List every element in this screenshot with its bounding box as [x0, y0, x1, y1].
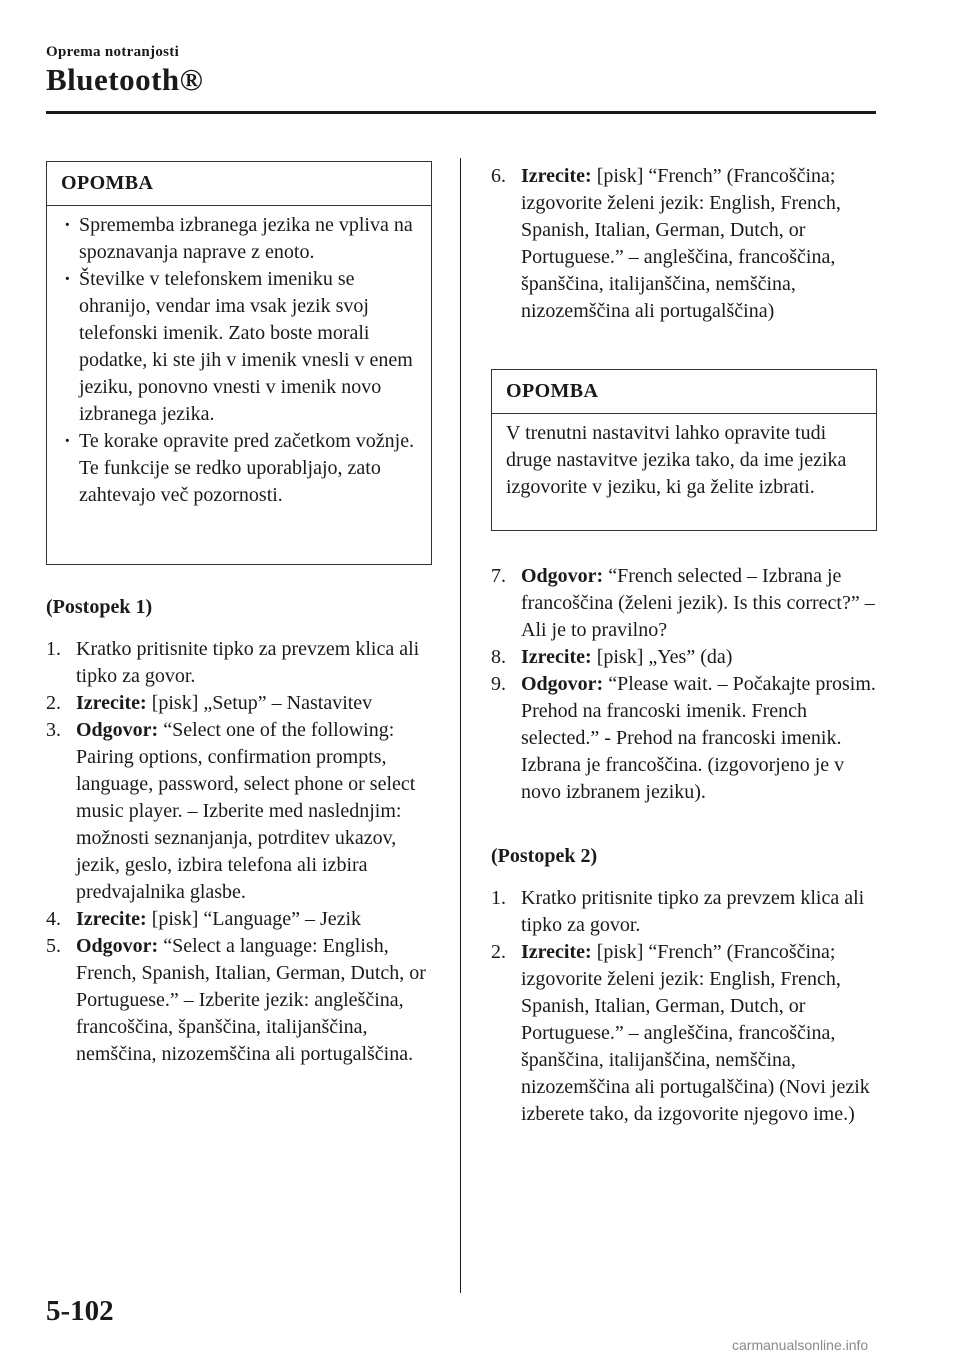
- procedure-heading: (Postopek 2): [491, 845, 598, 867]
- step-text: “Select a language: English, French, Spanish, Italian, German, Dutch, or Portuguese.” – Izberite jezik: angleščina, francoščina, španščina, italijanščina, nemščina, nizozemščina ali portugalščina.: [76, 935, 426, 1065]
- step-number: 5.: [46, 935, 61, 957]
- step-label: Izrecite:: [76, 692, 147, 714]
- step-text: [pisk] „Yes” (da): [596, 646, 733, 668]
- step-item: [46, 933, 436, 1068]
- step-number: 2.: [491, 941, 506, 963]
- page-title: Bluetooth®: [46, 62, 204, 97]
- section-label: Oprema notranjosti: [46, 44, 180, 60]
- page-number: 5-102: [46, 1295, 114, 1327]
- procedure-steps: [491, 563, 876, 806]
- watermark: carmanualsonline.info: [732, 1337, 869, 1353]
- procedure-steps: [491, 163, 876, 325]
- procedure-steps: [491, 885, 876, 1128]
- step-number: 6.: [491, 165, 506, 187]
- step-item: [46, 636, 436, 690]
- step-text: [pisk] “Language” – Jezik: [151, 908, 362, 930]
- step-item: [491, 939, 876, 1128]
- step-number: 1.: [491, 887, 506, 909]
- procedure-heading: (Postopek 1): [46, 596, 153, 618]
- step-item: [46, 717, 436, 906]
- step-number: 1.: [46, 638, 61, 660]
- step-item: [46, 690, 436, 717]
- step-text: [pisk] “French” (Francoščina; izgovorite želeni jezik: English, French, Spanish, Italian, German, Dutch, or Portuguese.” – angleščina, francoščina, španščina, italijanščina, nemščina, nizozemščina ali portugalščina): [521, 165, 841, 322]
- step-text: “French selected – Izbrana je francoščina (želeni jezik). Is this correct?” – Ali je to pravilno?: [521, 565, 875, 641]
- note-bullet: · Te korake opravite pred začetkom vožnje. Te funkcije se redko uporabljajo, zato zahtevajo več pozornosti.: [61, 428, 417, 509]
- procedure-steps: [46, 636, 436, 1068]
- step-number: 3.: [46, 719, 61, 741]
- step-text: “Select one of the following: Pairing options, confirmation prompts, language, password, select phone or select music player. – Izberite med naslednjim: možnosti seznanjanja, potrditev ukazov, jezik, geslo, izbira telefona ali izbira predvajalnika glasbe.: [76, 719, 416, 903]
- note-body: V trenutni nastavitvi lahko opravite tudi druge nastavitve jezika tako, da ime jezika izgovorite v jeziku, ki ga želite izbrati.: [506, 422, 847, 498]
- note-title: OPOMBA: [492, 370, 876, 414]
- header-rule: [46, 111, 876, 114]
- note-body: [47, 206, 431, 519]
- step-item: [46, 906, 436, 933]
- step-label: Izrecite:: [76, 908, 147, 930]
- note-box: [46, 161, 432, 565]
- column-divider: [460, 158, 461, 1293]
- step-item: [491, 163, 876, 325]
- step-label: Izrecite:: [521, 165, 592, 187]
- step-text: [pisk] “French” (Francoščina; izgovorite želeni jezik: English, French, Spanish, Italian, German, Dutch, or Portuguese.” – angleščina, francoščina, španščina, italijanščina, nemščina, nizozemščina ali portugalščina) (Novi jezik izberete tako, da izgovorite njegovo ime.): [521, 941, 870, 1125]
- note-bullet: · Številke v telefonskem imeniku se ohranijo, vendar ima vsak jezik svoj telefonski imenik. Zato boste morali podatke, ki ste jih v imenik vnesli v enem jeziku, ponovno vnesti v imenik novo izbranega jezika.: [61, 266, 417, 428]
- step-item: [491, 563, 876, 644]
- step-text: Kratko pritisnite tipko za prevzem klica ali tipko za govor.: [521, 887, 865, 936]
- step-label: Izrecite:: [521, 941, 592, 963]
- step-label: Odgovor:: [521, 673, 604, 695]
- step-number: 8.: [491, 646, 506, 668]
- note-title: OPOMBA: [47, 162, 431, 206]
- step-number: 7.: [491, 565, 506, 587]
- step-label: Izrecite:: [521, 646, 592, 668]
- step-number: 9.: [491, 673, 506, 695]
- step-number: 4.: [46, 908, 61, 930]
- step-text: [pisk] „Setup” – Nastavitev: [151, 692, 373, 714]
- step-label: Odgovor:: [76, 719, 159, 741]
- step-text: Kratko pritisnite tipko za prevzem klica ali tipko za govor.: [76, 638, 420, 687]
- step-item: [491, 885, 876, 939]
- step-item: [491, 671, 876, 806]
- step-label: Odgovor:: [521, 565, 604, 587]
- step-label: Odgovor:: [76, 935, 159, 957]
- step-text: “Please wait. – Počakajte prosim. Prehod na francoski imenik. French selected.” - Prehod na francoski imenik. Izbrana je francoščina. (izgovorjeno je v novo izbranem jeziku).: [521, 673, 876, 803]
- note-bullet: · Sprememba izbranega jezika ne vpliva na spoznavanja naprave z enoto.: [61, 212, 417, 266]
- step-item: [491, 644, 876, 671]
- note-box: [491, 369, 877, 531]
- step-number: 2.: [46, 692, 61, 714]
